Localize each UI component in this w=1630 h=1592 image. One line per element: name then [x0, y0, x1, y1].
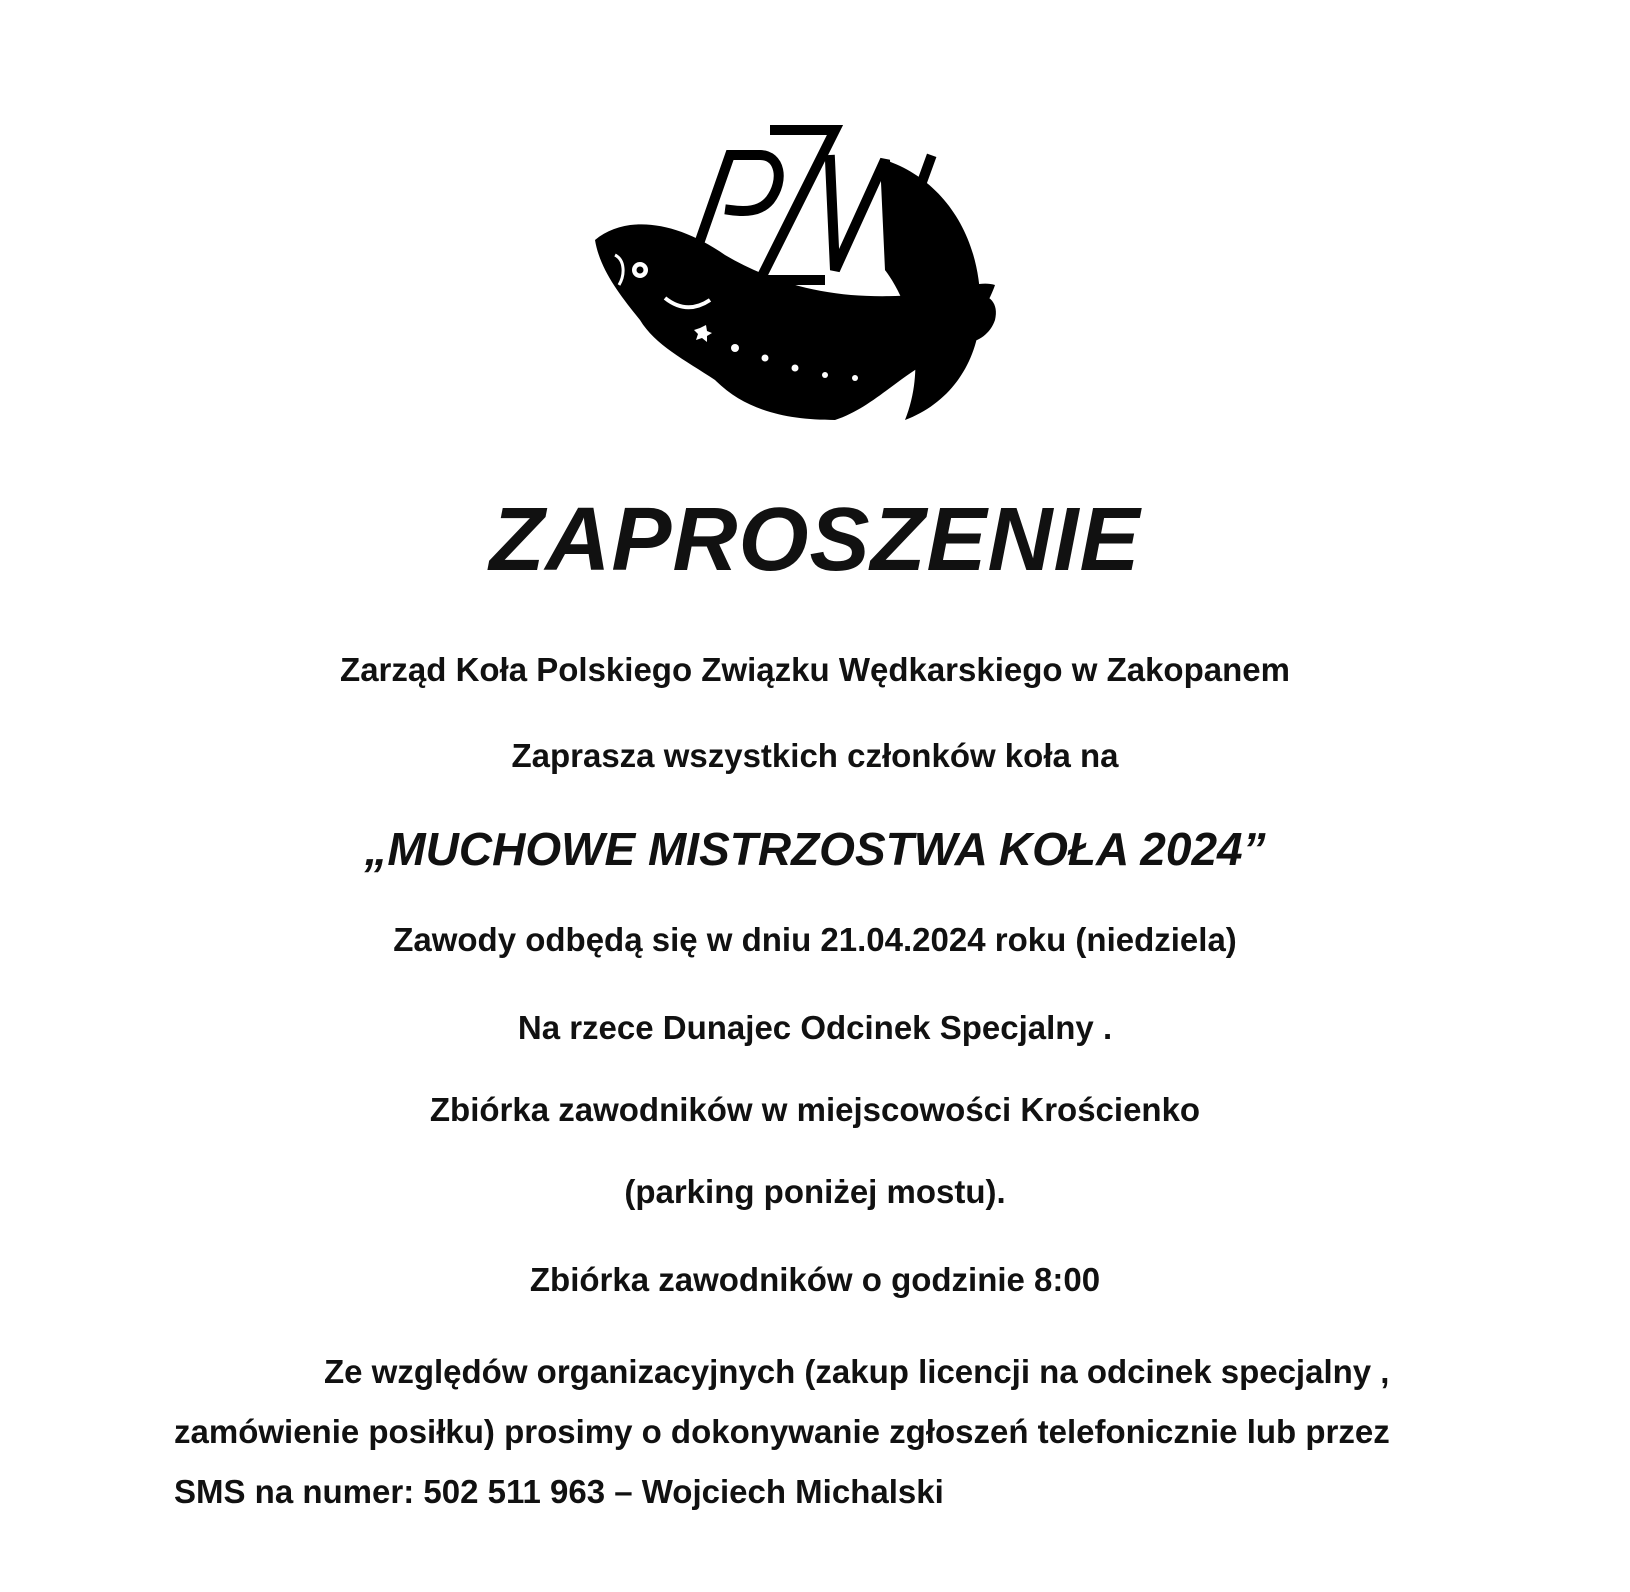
note-line: SMS na numer: 502 511 963 – Wojciech Michalski [174, 1473, 944, 1510]
invite-text: Zaprasza wszystkich członków koła na [511, 737, 1119, 774]
registration-note [174, 1342, 1474, 1522]
meeting-time: Zbiórka zawodników o godzinie 8:00 [529, 1261, 1101, 1298]
parking-info: (parking poniżej mostu). [624, 1173, 1006, 1210]
note-line: zamówienie posiłku) prosimy o dokonywanie zgłoszeń telefonicznie lub przez [174, 1413, 1390, 1450]
event-name: „MUCHOWE MISTRZOSTWA KOŁA 2024” [364, 823, 1266, 875]
pzw-fish-logo-icon [585, 120, 1025, 450]
pzw-logo [585, 120, 1025, 450]
invitation-heading: ZAPROSZENIE [489, 490, 1141, 590]
meeting-place: Zbiórka zawodników w miejscowości Krościenko [429, 1091, 1201, 1128]
event-location: Na rzece Dunajec Odcinek Specjalny . [517, 1009, 1113, 1046]
note-line: Ze względów organizacyjnych (zakup licencji na odcinek specjalny , [324, 1353, 1390, 1390]
event-date: Zawody odbędą się w dniu 21.04.2024 roku (niedziela) [393, 921, 1237, 958]
organizer-text: Zarząd Koła Polskiego Związku Wędkarskiego w Zakopanem [340, 651, 1290, 688]
